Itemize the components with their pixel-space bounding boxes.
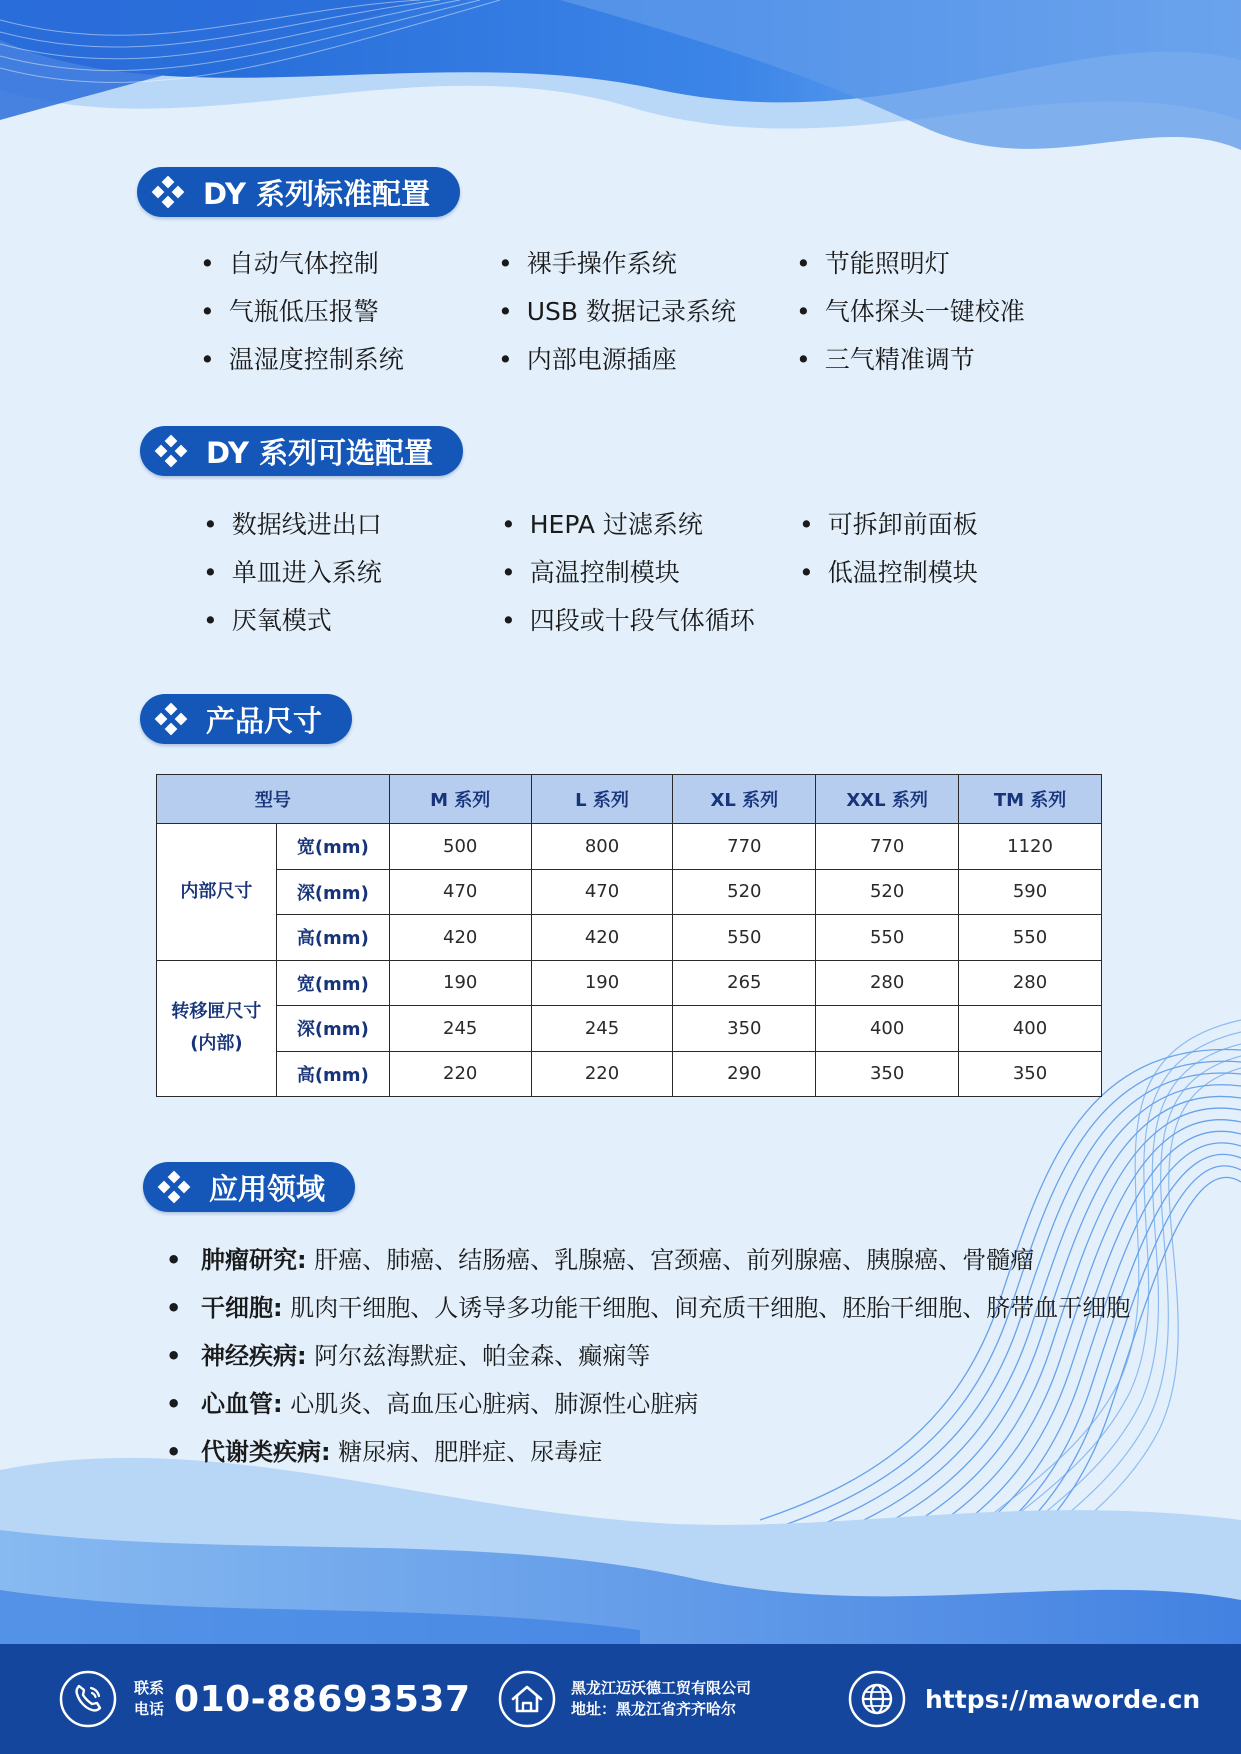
dimensions-table <box>156 774 1102 1097</box>
group-label-line: (内部) <box>190 1033 243 1055</box>
section-title-text: DY 系列可选配置 <box>206 435 434 470</box>
table-cell: 350 <box>816 1051 959 1097</box>
list-item: • 自动气体控制 <box>200 248 498 279</box>
application-label: 肿瘤研究: <box>200 1246 307 1274</box>
list-item: • 温湿度控制系统 <box>200 344 498 375</box>
table-row-label: 宽(mm) <box>276 960 389 1006</box>
list-item: • 节能照明灯 <box>796 248 1094 279</box>
table-cell: 770 <box>816 824 959 870</box>
table-row <box>157 824 1102 870</box>
application-label: 代谢类疾病: <box>200 1438 331 1466</box>
table-header-series: XXL 系列 <box>816 775 959 824</box>
group-label-line: 内部尺寸 <box>180 880 253 902</box>
standard-config-list <box>200 248 1094 375</box>
table-cell: 350 <box>959 1051 1102 1097</box>
list-item: • 三气精准调节 <box>796 344 1094 375</box>
section-title-dimensions <box>140 694 352 744</box>
diamond-cluster-icon <box>154 702 188 736</box>
table-cell: 190 <box>389 960 531 1006</box>
company-name: 黑龙江迈沃德工贸有限公司 <box>571 1679 752 1697</box>
list-item: • USB 数据记录系统 <box>498 296 796 327</box>
table-cell: 520 <box>673 869 816 915</box>
table-cell: 245 <box>531 1006 673 1052</box>
table-cell: 770 <box>673 824 816 870</box>
diamond-cluster-icon <box>154 434 188 468</box>
table-cell: 590 <box>959 869 1102 915</box>
table-cell: 220 <box>531 1051 673 1097</box>
table-cell: 550 <box>959 915 1102 961</box>
list-item: • 气瓶低压报警 <box>200 296 498 327</box>
application-label: 干细胞: <box>200 1294 283 1322</box>
table-row <box>157 915 1102 961</box>
phone-icon <box>58 1669 118 1729</box>
contact-label <box>134 1678 164 1720</box>
table-cell: 400 <box>816 1006 959 1052</box>
table-cell: 420 <box>531 915 673 961</box>
table-cell: 420 <box>389 915 531 961</box>
table-header-row <box>157 775 1102 824</box>
section-title-standard <box>137 167 460 217</box>
footer-contact <box>58 1644 471 1754</box>
table-cell: 245 <box>389 1006 531 1052</box>
globe-icon <box>847 1669 907 1729</box>
table-header-series: M 系列 <box>389 775 531 824</box>
table-cell: 280 <box>816 960 959 1006</box>
list-item <box>166 1341 1130 1371</box>
section-title-text: DY 系列标准配置 <box>203 176 431 211</box>
table-row <box>157 1051 1102 1097</box>
group-label-line: 转移匣尺寸 <box>171 1001 262 1023</box>
table-cell: 220 <box>389 1051 531 1097</box>
list-item: • 厌氧模式 <box>203 605 501 636</box>
contact-label-line: 电话 <box>134 1700 165 1718</box>
table-row-label: 高(mm) <box>276 915 389 961</box>
table-row <box>157 960 1102 1006</box>
section-title-text: 产品尺寸 <box>206 703 323 738</box>
application-text: 肌肉干细胞、人诱导多功能干细胞、间充质干细胞、胚胎干细胞、脐带血干细胞 <box>282 1294 1131 1322</box>
address-line: 地址：黑龙江省齐齐哈尔 <box>571 1700 737 1718</box>
list-item: • HEPA 过滤系统 <box>501 509 799 540</box>
table-cell: 550 <box>673 915 816 961</box>
section-title-optional <box>140 426 463 476</box>
list-item: • 单皿进入系统 <box>203 557 501 588</box>
table-group-label <box>157 824 277 961</box>
table-header-series: XL 系列 <box>673 775 816 824</box>
list-item: • 数据线进出口 <box>203 509 501 540</box>
table-cell: 470 <box>531 869 673 915</box>
list-item: • 裸手操作系统 <box>498 248 796 279</box>
list-item: • 可拆卸前面板 <box>799 509 1097 540</box>
list-item <box>166 1293 1130 1323</box>
footer-website <box>847 1644 1200 1754</box>
optional-config-list <box>203 509 1097 636</box>
contact-label-line: 联系 <box>134 1679 165 1697</box>
table-cell: 1120 <box>959 824 1102 870</box>
application-text: 心肌炎、高血压心脏病、肺源性心脏病 <box>282 1390 699 1418</box>
application-text: 糖尿病、肥胖症、尿毒症 <box>330 1438 603 1466</box>
table-header-model: 型号 <box>157 775 390 824</box>
address-text <box>571 1678 751 1720</box>
table-row <box>157 1006 1102 1052</box>
table-cell: 290 <box>673 1051 816 1097</box>
table-group-label <box>157 960 277 1097</box>
footer-bar <box>0 1644 1241 1754</box>
diamond-cluster-icon <box>151 175 185 209</box>
table-cell: 280 <box>959 960 1102 1006</box>
table-row-label: 深(mm) <box>276 1006 389 1052</box>
home-icon <box>497 1669 557 1729</box>
table-cell: 470 <box>389 869 531 915</box>
table-row-label: 深(mm) <box>276 869 389 915</box>
website-link[interactable]: https://maworde.cn <box>925 1684 1201 1714</box>
list-item <box>166 1389 1130 1419</box>
table-cell: 400 <box>959 1006 1102 1052</box>
table-row-label: 宽(mm) <box>276 824 389 870</box>
application-text: 阿尔兹海默症、帕金森、癫痫等 <box>306 1342 651 1370</box>
diamond-cluster-icon <box>157 1170 191 1204</box>
section-title-applications <box>143 1162 355 1212</box>
list-item: • 四段或十段气体循环 <box>501 605 799 636</box>
section-title-text: 应用领域 <box>209 1171 326 1206</box>
table-cell: 800 <box>531 824 673 870</box>
list-item: • 内部电源插座 <box>498 344 796 375</box>
table-header-series: TM 系列 <box>959 775 1102 824</box>
list-item: • 气体探头一键校准 <box>796 296 1094 327</box>
list-item <box>166 1245 1130 1275</box>
table-row-label: 高(mm) <box>276 1051 389 1097</box>
footer-address <box>497 1644 751 1754</box>
table-cell: 265 <box>673 960 816 1006</box>
application-label: 神经疾病: <box>200 1342 307 1370</box>
table-cell: 350 <box>673 1006 816 1052</box>
list-item: • 高温控制模块 <box>501 557 799 588</box>
application-text: 肝癌、肺癌、结肠癌、乳腺癌、宫颈癌、前列腺癌、胰腺癌、骨髓瘤 <box>306 1246 1035 1274</box>
phone-number[interactable]: 010-88693537 <box>174 1678 471 1720</box>
table-header-series: L 系列 <box>531 775 673 824</box>
list-item: • 低温控制模块 <box>799 557 1097 588</box>
table-cell: 520 <box>816 869 959 915</box>
table-cell: 190 <box>531 960 673 1006</box>
table-row <box>157 869 1102 915</box>
application-label: 心血管: <box>200 1390 283 1418</box>
table-cell: 550 <box>816 915 959 961</box>
applications-list <box>166 1245 1130 1485</box>
list-item <box>166 1437 1130 1467</box>
table-cell: 500 <box>389 824 531 870</box>
